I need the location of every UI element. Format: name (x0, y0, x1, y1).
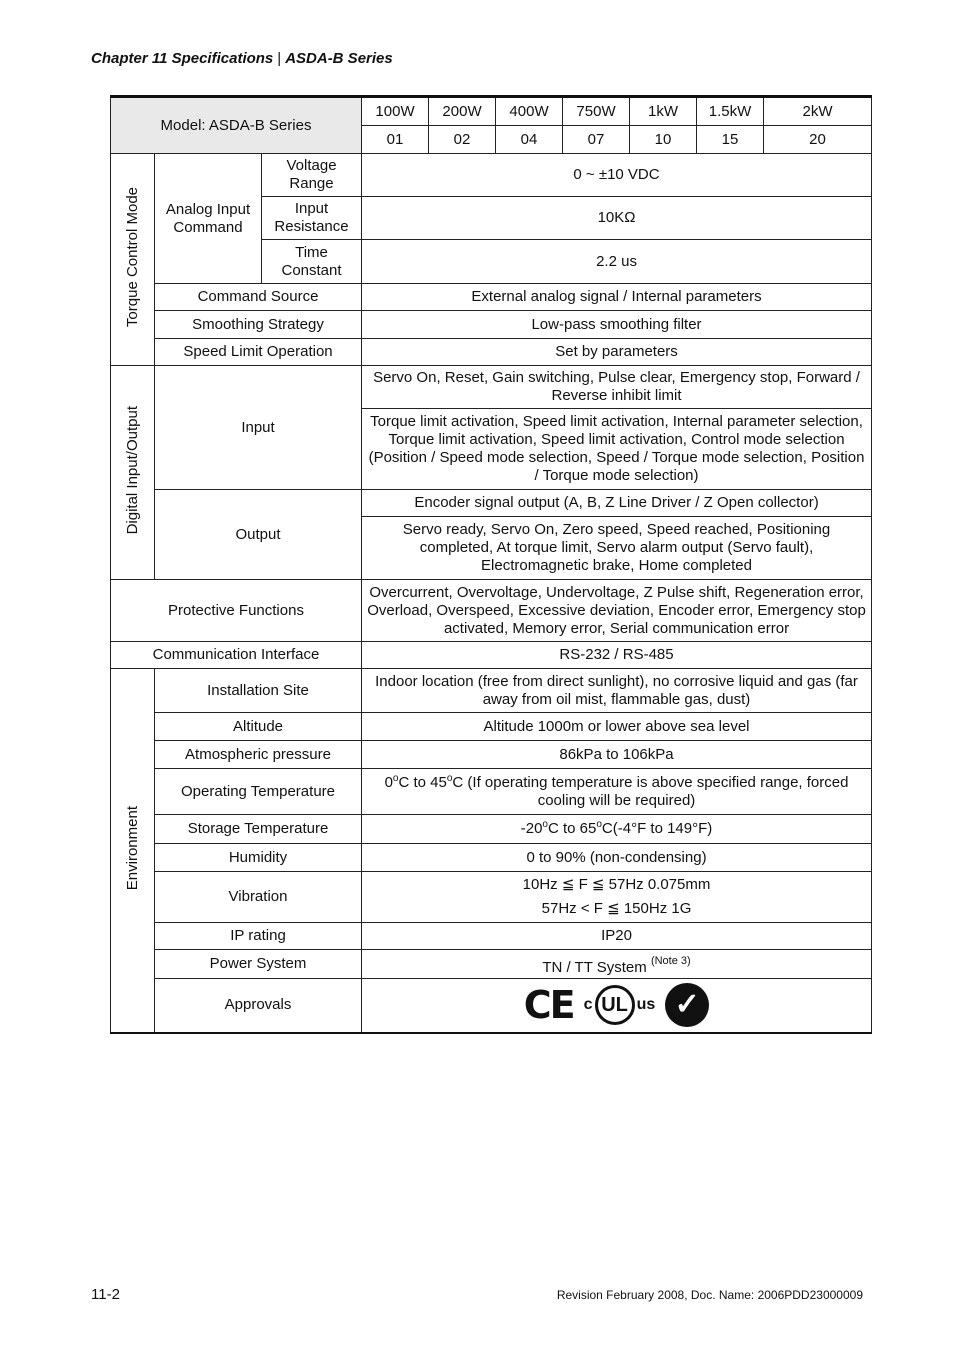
power-750w: 750W (563, 97, 630, 126)
input-label: Input (155, 366, 362, 490)
ul-circle-mark: UL (595, 985, 635, 1025)
series-title: ASDA-B Series (285, 50, 393, 67)
output-value-1: Encoder signal output (A, B, Z Line Driver / Z Open collector) (362, 490, 872, 517)
time-constant-value: 2.2 us (362, 240, 872, 284)
code-01: 01 (362, 126, 429, 154)
degree-mark: o (392, 772, 399, 784)
command-source-label: Command Source (155, 284, 362, 311)
code-15: 15 (697, 126, 764, 154)
storage-temp-fahrenheit: C(-4°F to 149°F) (601, 820, 713, 837)
output-value-2: Servo ready, Servo On, Zero speed, Speed reached, Positioning completed, At torque limit, Servo alarm output (Servo fault), Electromagnetic brake, Home completed (362, 517, 872, 580)
approvals-label: Approvals (155, 979, 362, 1033)
power-system-value (362, 950, 872, 979)
digital-group-label: Digital Input/Output (123, 405, 141, 535)
pressure-value: 86kPa to 106kPa (362, 741, 872, 769)
input-value-2: Torque limit activation, Speed limit activation, Internal parameter selection, Torque limit activation, Speed limit activation, Control mode selection (Position / Speed mode selection, Speed / Torque mode selection, Position / Torque mode selection) (362, 409, 872, 490)
vibration-value (362, 872, 872, 923)
page-number: 11-2 (91, 1286, 120, 1303)
communication-value: RS-232 / RS-485 (362, 642, 872, 669)
ip-rating-label: IP rating (155, 923, 362, 950)
humidity-value: 0 to 90% (non-condensing) (362, 844, 872, 872)
code-20: 20 (764, 126, 872, 154)
degree-mark: o (446, 772, 453, 784)
power-400w: 400W (496, 97, 563, 126)
command-source-value: External analog signal / Internal parameters (362, 284, 872, 311)
degree-mark: o (542, 819, 548, 830)
speed-limit-label: Speed Limit Operation (155, 339, 362, 366)
vibration-value-2: 57Hz < F ≦ 150Hz 1G (541, 900, 692, 917)
code-02: 02 (429, 126, 496, 154)
altitude-value: Altitude 1000m or lower above sea level (362, 713, 872, 741)
environment-group (111, 669, 155, 1033)
vibration-value-1: 10Hz ≦ F ≦ 57Hz 0.075mm (522, 876, 711, 893)
storage-temperature-value (362, 815, 872, 844)
humidity-label: Humidity (155, 844, 362, 872)
storage-temperature-label: Storage Temperature (155, 815, 362, 844)
power-system-label: Power System (155, 950, 362, 979)
digital-group (111, 366, 155, 580)
ul-c-mark: c (583, 996, 593, 1014)
page-header (91, 50, 393, 67)
protective-value: Overcurrent, Overvoltage, Undervoltage, Z Pulse shift, Regeneration error, Overload, Overspeed, Excessive deviation, Encoder error, Emergency stop activated, Memory error, Serial communication error (362, 580, 872, 642)
revision-note: Revision February 2008, Doc. Name: 2006PDD23000009 (556, 1288, 863, 1302)
pressure-label: Atmospheric pressure (155, 741, 362, 769)
input-resistance-value: 10KΩ (362, 197, 872, 240)
chapter-title: Chapter 11 Specifications (91, 50, 274, 67)
c-tick-mark-icon: ✓ (665, 983, 709, 1027)
altitude-label: Altitude (155, 713, 362, 741)
code-04: 04 (496, 126, 563, 154)
power-2kw: 2kW (764, 97, 872, 126)
model-label: Model: ASDA-B Series (111, 97, 362, 154)
op-temp-high: C to 45 (398, 773, 447, 791)
input-value-1: Servo On, Reset, Gain switching, Pulse clear, Emergency stop, Forward / Reverse inhibit limit (362, 366, 872, 409)
op-temp-note: C (If operating temperature is above specified range, forced cooling will be required) (452, 773, 849, 809)
torque-group (111, 154, 155, 366)
input-resistance-label: Input Resistance (262, 197, 362, 240)
torque-group-label: Torque Control Mode (123, 186, 141, 328)
approvals-value (362, 979, 872, 1033)
power-system-note: (Note 3) (650, 954, 691, 967)
code-10: 10 (630, 126, 697, 154)
ul-us-mark: us (636, 996, 656, 1014)
analog-input-command: Analog Input Command (155, 154, 262, 284)
degree-mark: o (596, 819, 602, 830)
power-system-text: TN / TT System (542, 958, 647, 976)
power-200w: 200W (429, 97, 496, 126)
code-07: 07 (563, 126, 630, 154)
protective-label: Protective Functions (111, 580, 362, 642)
smoothing-label: Smoothing Strategy (155, 311, 362, 339)
op-temp-low: 0 (384, 773, 393, 791)
output-label: Output (155, 490, 362, 580)
ce-mark-icon: CE (523, 983, 574, 1028)
specifications-table (110, 95, 872, 1034)
ip-rating-value: IP20 (362, 923, 872, 950)
smoothing-value: Low-pass smoothing filter (362, 311, 872, 339)
power-1-5kw: 1.5kW (697, 97, 764, 126)
header-separator: | (277, 50, 282, 67)
power-100w: 100W (362, 97, 429, 126)
storage-temp-low: -20 (520, 820, 543, 837)
voltage-range-label: Voltage Range (262, 154, 362, 197)
ul-mark-icon (584, 985, 656, 1025)
environment-group-label: Environment (123, 805, 141, 890)
time-constant-label: Time Constant (262, 240, 362, 284)
vibration-label: Vibration (155, 872, 362, 923)
power-1kw: 1kW (630, 97, 697, 126)
storage-temp-high: C to 65 (547, 820, 597, 837)
operating-temperature-value (362, 769, 872, 815)
installation-label: Installation Site (155, 669, 362, 713)
voltage-range-value: 0 ~ ±10 VDC (362, 154, 872, 197)
operating-temperature-label: Operating Temperature (155, 769, 362, 815)
approval-marks (366, 980, 867, 1030)
speed-limit-value: Set by parameters (362, 339, 872, 366)
installation-value: Indoor location (free from direct sunlight), no corrosive liquid and gas (far away from oil mist, flammable gas, dust) (362, 669, 872, 713)
communication-label: Communication Interface (111, 642, 362, 669)
